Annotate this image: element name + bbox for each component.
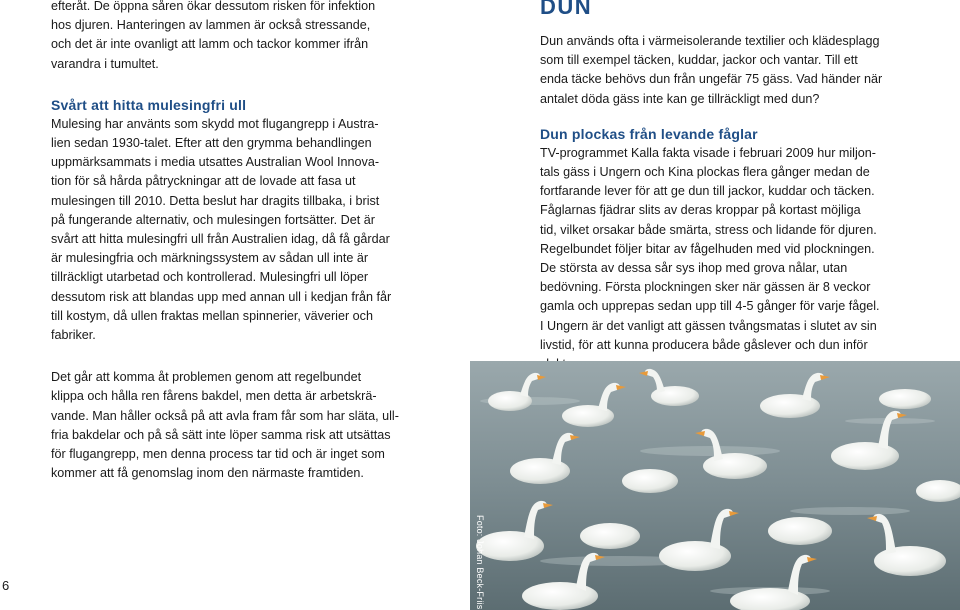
intro-paragraph: efteråt. De öppna såren ökar dessutom risken för infektion hos djuren. Hanteringen av lammen är också stressande, och det är inte ovanligt att lamm och tackor kommer ifrån varandra i tumultet. <box>51 0 376 71</box>
geese-photo <box>470 361 960 610</box>
live-plucking-paragraph: TV-programmet Kalla fakta visade i februari 2009 hur miljon- tals gäss i Ungern och Kina plockas flera gånger medan de fortfarande lever för att ge dun till jackor, kuddar och täcken. Fåglarnas fjädrar slits av deras kroppar på kortast möjliga tid, vilket orsakar både smärta, stress och lidande för djuren. Regelbundet följer bitar av fågelhuden med vid plockningen. De största av dessa sår sys ihop med grova nålar, utan bedövning. Första plockningen sker när gässen är 8 veckor gamla och upprepas sedan upp till 4-5 gånger för varje fågel. I Ungern är det vanligt att gässen tvångsmatas i slutet av sin livstid, för att kunna producera både gåslever och dun inför <box>540 145 880 352</box>
section-title-dun: DUN <box>540 0 593 19</box>
photo-credit: Foto: Johan Beck-Friis <box>475 515 485 610</box>
mulesing-paragraph: Mulesing har använts som skydd mot flugangrepp i Austra- lien sedan 1930-talet. Efter att den grymma behandlingen uppmärksammats i media utsattes Australian Wool Innova- tion för så hårda påtryckningar att de lovade att fasa ut mulesingen till 2010. Detta beslut har dragits tillbaka, i brist på fungerande alternativ, och mulesingen fortsätter. Det är svårt att hitta mulesingfri ull från Australien idag, då få gårdar är mulesingfria och märkningssystem av sådan ull inte är tillräckligt utarbetad och kontrollerad. Mulesingfri ull löper dessutom risk att blandas upp med annan ull i kedjan från får till kostym, då ullen fraktas mellan spinnerier, väverier och fabriker. <box>51 116 392 343</box>
left-column <box>51 0 406 483</box>
right-column <box>540 32 902 374</box>
heading-mulesing: Svårt att hitta mulesingfri ull <box>51 96 247 113</box>
heading-live-plucking: Dun plockas från levande fåglar <box>540 125 758 142</box>
dun-intro-paragraph: Dun används ofta i värmeisolerande textilier och klädesplagg som till exempel täcken, kuddar, jackor och vantar. Till ett enda täcke behövs dun från ungefär 75 gäss. Vad händer när antalet döda gäss inte kan ge tillräckligt med dun? <box>540 34 883 106</box>
page-number: 6 <box>2 578 10 593</box>
solutions-paragraph: Det går att komma åt problemen genom att regelbundet klippa och hålla ren fårens bakdel, men detta är arbetskrä- vande. Man håller också på att avla fram får som har släta, ull- fria bakdelar och på så sätt inte löper samma risk att utsättas för flugangrepp, men denna process tar tid och är inget som kommer att få genomslag inom den närmaste framtiden. <box>51 370 399 481</box>
